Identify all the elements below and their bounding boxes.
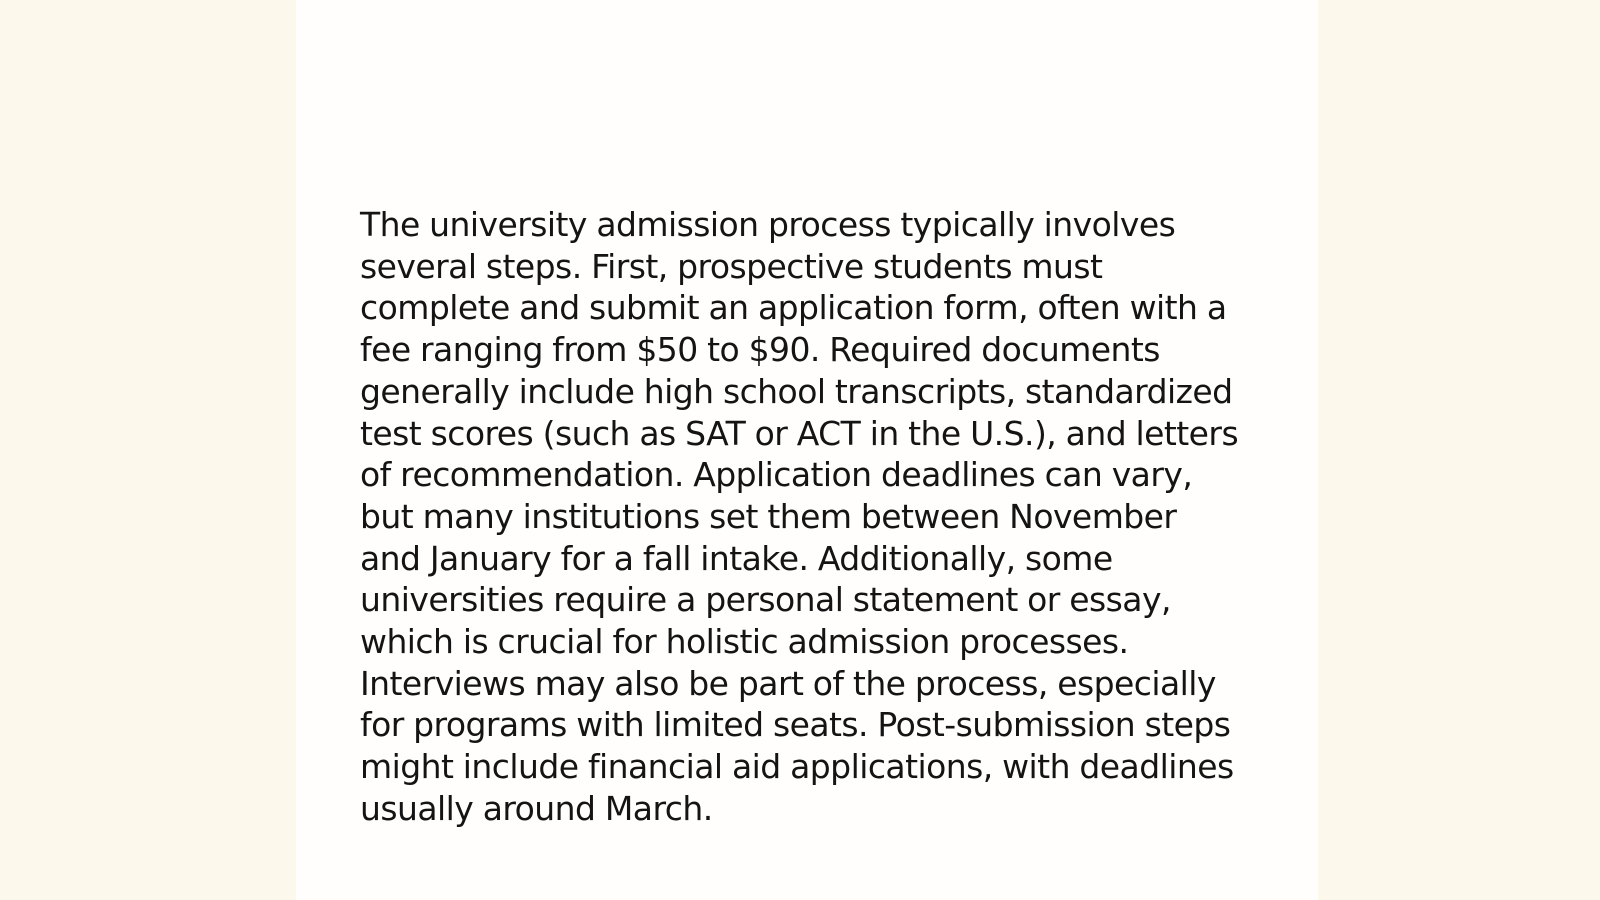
body-paragraph: The university admission process typically involves several steps. First, prospective students must complete and submit an application form, often with a fee ranging from $50 to $90. Required documents generally include high school transcripts, standardized test scores (such as SAT or ACT in the U.S.), and letters of recommendation. Application deadlines can vary, but many institutions set them between November and January for a fall intake. Additionally, some universities require a personal statement or essay, which is crucial for holistic admission processes. Interviews may also be part of the process, especially for programs with limited seats. Post-submission steps might include financial aid applications, with deadlines usually around March. [360, 205, 1239, 828]
document-body [360, 204, 1240, 830]
document-page [296, 0, 1318, 900]
